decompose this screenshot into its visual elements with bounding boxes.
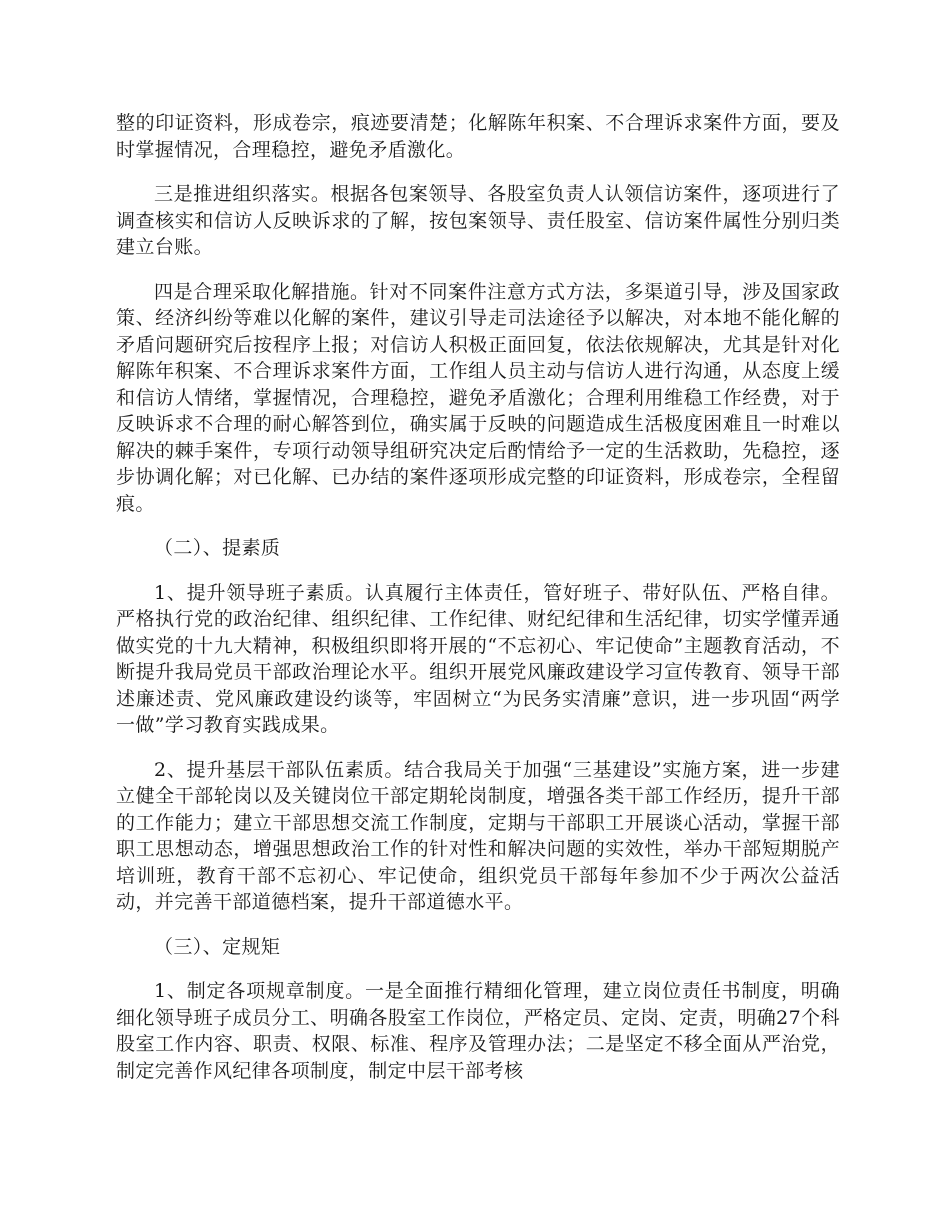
document-page (116, 110, 840, 1102)
section-heading-set-rules: （三）、定规矩 (154, 935, 281, 958)
paragraph-rules-regulations: 1、制定各项规章制度。一是全面推行精细化管理，建立岗位责任书制度，明确细化领导班子成员分工、明确各股室工作岗位，严格定员、定岗、定责，明确27个科股室工作内容、职责、权限、标准、程序及管理办法；二是坚定不移全面从严治党，制定完善作风纪律各项制度，制定中层干部考核 (116, 980, 840, 1082)
section-heading-improve-quality: （二）、提素质 (154, 537, 281, 559)
paragraph-leadership-quality: 1、提升领导班子素质。认真履行主体责任，管好班子、带好队伍、严格自律。严格执行党的政治纪律、组织纪律、工作纪律、财纪纪律和生活纪律，切实学懂弄通做实党的十九大精神，积极组织即将开展的“不忘初心、牢记使命”主题教育活动，不断提升我局党员干部政治理论水平。组织开展党风廉政建设学习宣传教育、领导干部述廉述责、党风廉政建设约谈等，牢固树立“为民务实清廉”意识，进一步巩固“两学一做”学习教育实践成果。 (116, 581, 840, 736)
paragraph-continuation: 整的印证资料，形成卷宗，痕迹要清楚；化解陈年积案、不合理诉求案件方面，要及时掌握情况，合理稳控，避免矛盾激化。 (116, 112, 840, 161)
paragraph-resolution-measures: 四是合理采取化解措施。针对不同案件注意方式方法，多渠道引导，涉及国家政策、经济纠纷等难以化解的案件，建议引导走司法途径予以解决，对本地不能化解的矛盾问题研究后按程序上报；对信访人积极正面回复，依法依规解决，尤其是针对化解陈年积案、不合理诉求案件方面，工作组人员主动与信访人进行沟通，从态度上缓和信访人情绪，掌握情况，合理稳控，避免矛盾激化；合理利用维稳工作经费，对于反映诉求不合理的耐心解答到位，确实属于反映的问题造成生活极度困难且一时难以解决的棘手案件，专项行动领导组研究决定后酌情给予一定的生活救助，先稳控，逐步协调化解；对已化解、已办结的案件逐项形成完整的印证资料，形成卷宗，全程留痕。 (116, 280, 840, 515)
paragraph-grassroots-cadres: 2、提升基层干部队伍素质。结合我局关于加强“三基建设”实施方案，进一步建立健全干部轮岗以及关键岗位干部定期轮岗制度，增强各类干部工作经历，提升干部的工作能力；建立干部思想交流工作制度，定期与干部职工开展谈心活动，掌握干部职工思想动态，增强思想政治工作的针对性和解决问题的实效性，举办干部短期脱产培训班，教育干部不忘初心、牢记使命，组织党员干部每年参加不少于两次公益活动，并完善干部道德档案，提升干部道德水平。 (116, 758, 840, 913)
paragraph-organization-implementation: 三是推进组织落实。根据各包案领导、各股室负责人认领信访案件，逐项进行了调查核实和信访人反映诉求的了解，按包案领导、责任股室、信访案件属性分别归类建立台账。 (116, 183, 840, 258)
